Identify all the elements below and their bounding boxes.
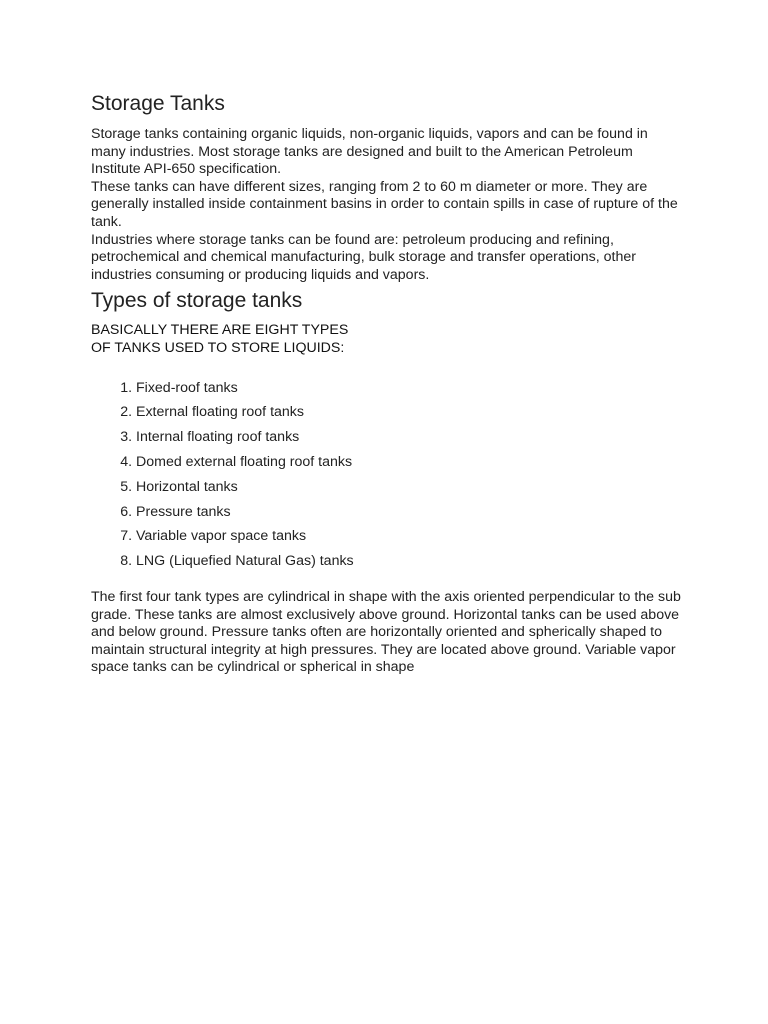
document-page [91, 90, 681, 677]
tank-types-list [91, 376, 681, 574]
types-intro [91, 322, 681, 357]
types-heading: Types of storage tanks [91, 289, 303, 313]
closing-paragraph: The first four tank types are cylindrical in shape with the axis oriented perpendicular to the sub grade. These tanks are almost exclusively above ground. Horizontal tanks can be used above and below ground. Pressure tanks often are horizontally oriented and spherically shaped to maintain structural integrity at high pressures. They are located above ground. Variable vapor space tanks can be cylindrical or spherical in shape [91, 588, 681, 676]
list-item: 3. Internal floating roof tanks [136, 425, 681, 450]
types-intro-line-1: BASICALLY THERE ARE EIGHT TYPES [91, 322, 349, 339]
list-item: 8. LNG (Liquefied Natural Gas) tanks [136, 549, 681, 574]
list-item: 4. Domed external floating roof tanks [136, 450, 681, 475]
list-item: 2. External floating roof tanks [136, 400, 681, 425]
list-item: 1. Fixed-roof tanks [136, 376, 681, 401]
intro-paragraph-3: Industries where storage tanks can be found are: petroleum producing and refining, petrochemical and chemical manufacturing, bulk storage and transfer operations, other industries consuming or producing liquids and vapors. [91, 231, 636, 283]
intro-paragraph-2: These tanks can have different sizes, ranging from 2 to 60 m diameter or more. They are generally installed inside containment basins in order to contain spills in case of rupture of the tank. [91, 178, 678, 230]
types-intro-line-2: OF TANKS USED TO STORE LIQUIDS: [91, 339, 345, 356]
list-item: 7. Variable vapor space tanks [136, 524, 681, 549]
list-item: 6. Pressure tanks [136, 500, 681, 525]
intro-paragraph-1: Storage tanks containing organic liquids, non-organic liquids, vapors and can be found in many industries. Most storage tanks are designed and built to the American Petroleum Institute API-650 specification. [91, 126, 648, 178]
list-item: 5. Horizontal tanks [136, 475, 681, 500]
page-title: Storage Tanks [91, 92, 225, 115]
